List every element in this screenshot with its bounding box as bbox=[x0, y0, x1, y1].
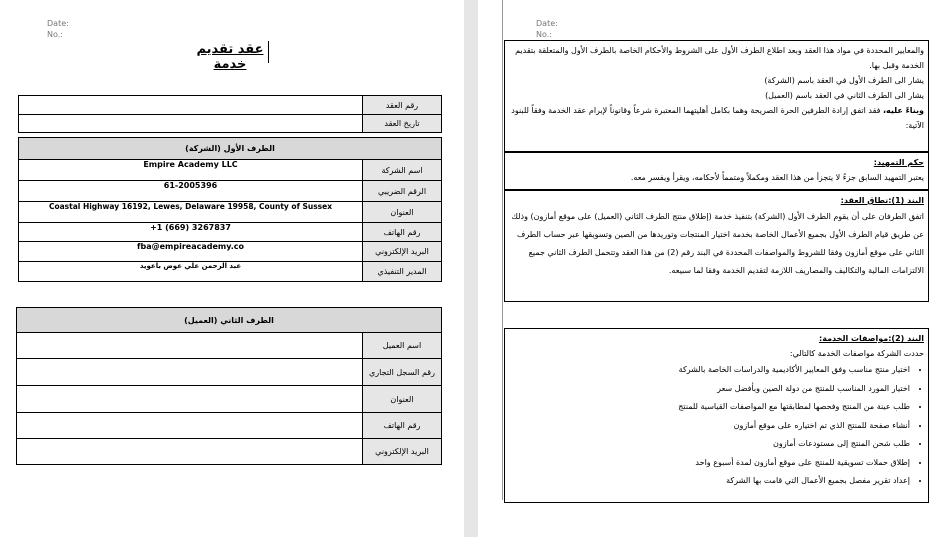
service-spec-list bbox=[509, 361, 924, 491]
preamble-text: يعتبر التمهيد السابق جزءً لا يتجزأ من هذا العقد ومكملاً ومتمماً لأحكامه، ويقرأ ويفسر معه. bbox=[630, 173, 924, 182]
list-item: • طلب شحن المنتج إلى مستودعات أمازون bbox=[509, 435, 910, 454]
clause-2-intro: حددت الشركة مواصفات الخدمة كالتالي: bbox=[789, 349, 924, 358]
clause-1-box[interactable] bbox=[504, 190, 929, 302]
address-label: العنوان bbox=[363, 202, 442, 223]
table-row bbox=[19, 160, 442, 181]
intro-paragraph: والمعايير المحددة في مواد هذا العقد وبعد اطلاع الطرف الأول على الشروط والأحكام الخاصة بالطرف الأول والمتعلقة بتقديم الخدمة وقبل بها. bbox=[515, 46, 924, 70]
table-row bbox=[19, 115, 442, 133]
phone-label: رقم الهاتف bbox=[363, 223, 442, 242]
first-party-header: الطرف الأول (الشركة) bbox=[19, 138, 442, 160]
date-label: Date: bbox=[536, 19, 558, 28]
list-item: • أنشاء صفحة للمنتج الذي تم اختياره على موقع أمازون bbox=[509, 417, 910, 436]
second-party-header: الطرف الثاني (العميل) bbox=[17, 308, 442, 333]
ceo-value[interactable]: عبد الرحمن علي عوض باعويد bbox=[19, 262, 363, 282]
table-row bbox=[17, 439, 442, 465]
ceo-label: المدير التنفيذي bbox=[363, 262, 442, 282]
intro-box[interactable] bbox=[504, 40, 929, 152]
second-party-table bbox=[16, 307, 442, 465]
document-title[interactable]: عقد تقديم خدمة bbox=[196, 42, 264, 72]
list-item: • إطلاق حملات تسويقية للمنتج على موقع أمازون لمدة أسبوع واحد bbox=[509, 454, 910, 473]
page-1 bbox=[0, 0, 464, 537]
email-value[interactable]: fba@empireacademy.co bbox=[19, 242, 363, 262]
first-party-table bbox=[18, 137, 442, 282]
table-row bbox=[17, 333, 442, 359]
table-row bbox=[17, 386, 442, 413]
table-row bbox=[19, 202, 442, 223]
client-phone-label: رقم الهاتف bbox=[363, 413, 442, 439]
page-2 bbox=[478, 0, 948, 537]
client-name-value[interactable] bbox=[17, 333, 363, 359]
client-address-value[interactable] bbox=[17, 386, 363, 413]
table-row bbox=[17, 359, 442, 386]
client-phone-value[interactable] bbox=[17, 413, 363, 439]
client-email-value[interactable] bbox=[17, 439, 363, 465]
company-name-value[interactable]: Empire Academy LLC bbox=[19, 160, 363, 181]
date-no-block bbox=[536, 18, 558, 40]
tax-number-value[interactable]: 61-2005396 bbox=[19, 181, 363, 202]
first-party-alias: يشار الى الطرف الأول في العقد باسم (الشركة) bbox=[764, 76, 924, 85]
list-item: • اختيار المورد المناسب للمنتج من دولة الصين وبأفضل سعر bbox=[509, 380, 910, 399]
contract-number-value[interactable] bbox=[19, 96, 363, 115]
text-cursor bbox=[268, 41, 269, 63]
table-row bbox=[19, 262, 442, 282]
margin-line bbox=[502, 0, 503, 500]
list-item: • طلب عينة من المنتج وفحصها لمطابقتها مع المواصفات القياسية للمنتج bbox=[509, 398, 910, 417]
second-party-alias: يشار الى الطرف الثاني في العقد باسم (العميل) bbox=[765, 91, 924, 100]
date-label: Date: bbox=[47, 19, 69, 28]
phone-value[interactable]: +1 (669) 3267837 bbox=[19, 223, 363, 242]
table-row bbox=[19, 181, 442, 202]
clause-1-text: اتفق الطرفان على أن يقوم الطرف الأول (الشركة) بتنفيذ خدمة (إطلاق منتج الطرف الثاني (العميل) على موقع أمازون) وذلك عن طريق قيام الطرف الأول بجميع الأعمال الخاصة بخدمة اختيار المنتجات وتوريدها من الصين وتسويقها عبر حساب الطرف الثاني على موقع أمازون وفقا للشروط والمواصفات المحددة في البند رقم (2) من هذا العقد وتتحمل الطرف الثاني جميع الالتزامات المالية والتكاليف والمصاريف اللازمة لتقديم الخدمة وفقا لما سبيعه. bbox=[511, 212, 924, 275]
client-email-label: البريد الإلكتروني bbox=[363, 439, 442, 465]
agreement-lead: وبناءً عليه، bbox=[882, 106, 924, 115]
table-row bbox=[19, 223, 442, 242]
list-item: • اختيار منتج مناسب وفق المعايير الأكاديمية والدراسات الخاصة بالشركة bbox=[509, 361, 910, 380]
contract-number-label: رقم العقد bbox=[363, 96, 442, 115]
client-name-label: اسم العميل bbox=[363, 333, 442, 359]
table-row bbox=[17, 413, 442, 439]
table-row bbox=[17, 308, 442, 333]
client-address-label: العنوان bbox=[363, 386, 442, 413]
no-label: No.: bbox=[47, 30, 63, 39]
company-name-label: اسم الشركة bbox=[363, 160, 442, 181]
clause-2-heading: البند (2):مواصفات الخدمة: bbox=[819, 334, 924, 343]
agreement-text: فقد اتفق إرادة الطرفين الحرة الصريحة وهما بكامل أهليتهما المعتبرة شرعاً وقانوناً لإبرام عقد الخدمة وفقاً للبنود الآتية: bbox=[511, 106, 924, 130]
no-label: No.: bbox=[536, 30, 552, 39]
contract-date-label: تاريخ العقد bbox=[363, 115, 442, 133]
table-row bbox=[19, 138, 442, 160]
table-row bbox=[19, 242, 442, 262]
preamble-box[interactable] bbox=[504, 152, 929, 190]
contract-info-table bbox=[18, 95, 442, 133]
clause-1-heading: البند (1):نطاق العقد: bbox=[840, 196, 924, 205]
clause-2-box[interactable] bbox=[504, 328, 929, 503]
agreement-paragraph bbox=[509, 103, 924, 133]
list-item: • إعداد تقرير مفصل بجميع الأعمال التي قامت بها الشركة bbox=[509, 472, 910, 491]
preamble-heading: حكم التمهيد: bbox=[873, 158, 924, 167]
address-value[interactable]: Coastal Highway 16192, Lewes, Delaware 19958, County of Sussex bbox=[19, 202, 363, 223]
tax-number-label: الرقم الضريبي bbox=[363, 181, 442, 202]
email-label: البريد الإلكتروني bbox=[363, 242, 442, 262]
table-row bbox=[19, 96, 442, 115]
contract-date-value[interactable] bbox=[19, 115, 363, 133]
commercial-register-value[interactable] bbox=[17, 359, 363, 386]
commercial-register-label: رقم السجل التجاري bbox=[363, 359, 442, 386]
date-no-block bbox=[47, 18, 69, 40]
